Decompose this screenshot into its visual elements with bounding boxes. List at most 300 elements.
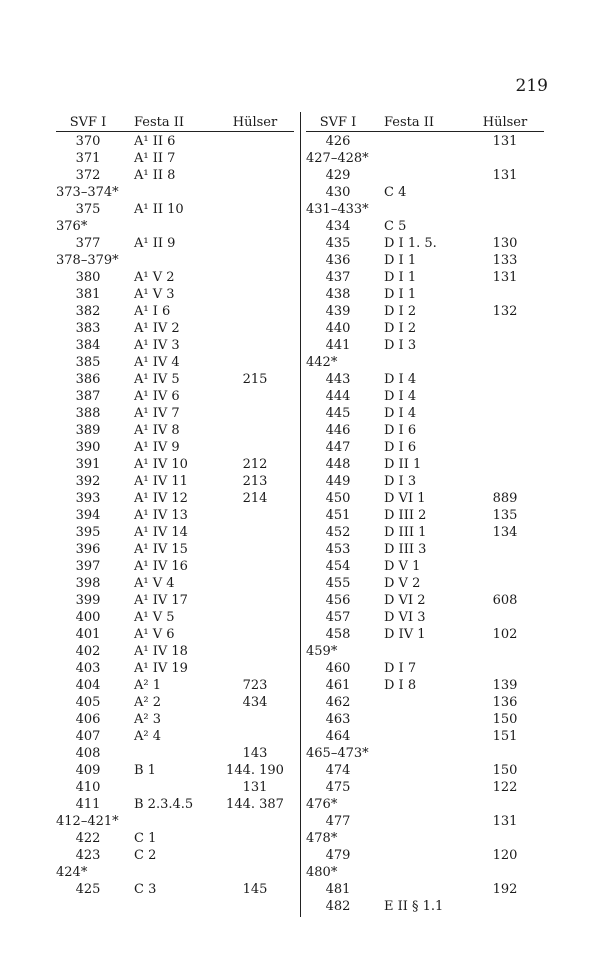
cell-hulser: [216, 422, 294, 439]
cell-hulser: [466, 286, 544, 303]
cell-svf: 411: [75, 797, 101, 812]
cell-hulser: 151: [492, 729, 518, 744]
cell-festa: A¹ IV 7: [134, 406, 180, 421]
table-row: [56, 813, 294, 830]
cell-hulser: [466, 354, 544, 371]
cell-hulser: [466, 660, 544, 677]
cell-hulser: [216, 575, 294, 592]
cell-svf: 444: [325, 389, 351, 404]
table-row: [306, 524, 544, 541]
cell-festa: A¹ IV 19: [134, 661, 188, 676]
cell-festa: D I 1: [384, 253, 417, 268]
cell-hulser: [466, 184, 544, 201]
table-row: [306, 609, 544, 626]
cell-hulser: [466, 150, 544, 167]
cell-svf: 378–379*: [56, 253, 119, 268]
cell-festa: A² 1: [134, 678, 162, 693]
cell-festa: [370, 201, 466, 218]
cell-svf: 435: [325, 236, 351, 251]
cell-svf: 422: [75, 831, 101, 846]
cell-svf: 479: [325, 848, 351, 863]
table-row: [306, 320, 544, 337]
table-row: [306, 677, 544, 694]
table-row: [306, 558, 544, 575]
table-row: [56, 881, 294, 898]
cell-hulser: [216, 609, 294, 626]
cell-festa: D I 1. 5.: [384, 236, 437, 251]
cell-svf: 394: [75, 508, 101, 523]
cell-svf: 463: [325, 712, 351, 727]
cell-festa: [120, 813, 216, 830]
cell-hulser: 102: [492, 627, 518, 642]
cell-festa: [370, 150, 466, 167]
cell-festa: [370, 779, 466, 796]
cell-hulser: 214: [242, 491, 268, 506]
cell-svf: 448: [325, 457, 351, 472]
table-row: [306, 728, 544, 745]
table-row: [56, 405, 294, 422]
table-row: [56, 354, 294, 371]
cell-hulser: [216, 405, 294, 422]
cell-festa: D III 3: [384, 542, 427, 557]
cell-svf: 458: [325, 627, 351, 642]
cell-svf: 482: [325, 899, 351, 914]
cell-svf: 393: [75, 491, 101, 506]
cell-festa: [120, 218, 216, 235]
cell-hulser: [216, 558, 294, 575]
cell-hulser: [216, 286, 294, 303]
cell-hulser: 145: [242, 882, 268, 897]
cell-svf: 376*: [56, 219, 88, 234]
table-row: [306, 473, 544, 490]
cell-festa: A¹ V 2: [134, 270, 175, 285]
cell-hulser: 132: [492, 304, 518, 319]
table-body-left: [56, 133, 294, 898]
cell-festa: [370, 796, 466, 813]
table-row: [306, 439, 544, 456]
cell-festa: D VI 3: [384, 610, 426, 625]
cell-hulser: [466, 456, 544, 473]
table-row: [56, 337, 294, 354]
table-row: [56, 762, 294, 779]
cell-festa: A¹ V 5: [134, 610, 175, 625]
cell-festa: [370, 167, 466, 184]
table-row: [306, 286, 544, 303]
table-row: [306, 490, 544, 507]
cell-festa: B 2.3.4.5: [134, 797, 194, 812]
cell-hulser: [216, 218, 294, 235]
header-hulser: Hülser: [482, 115, 528, 130]
cell-svf: 427–428*: [306, 151, 369, 166]
table-row: [56, 150, 294, 167]
cell-svf: 460: [325, 661, 351, 676]
cell-svf: 434: [325, 219, 351, 234]
cell-hulser: [466, 575, 544, 592]
cell-festa: [370, 881, 466, 898]
cell-hulser: 143: [242, 746, 268, 761]
cell-hulser: [216, 269, 294, 286]
cell-festa: A¹ IV 5: [134, 372, 180, 387]
cell-hulser: [216, 813, 294, 830]
cell-festa: A² 2: [134, 695, 162, 710]
table-row: [56, 541, 294, 558]
cell-hulser: 131: [492, 270, 518, 285]
table-row: [306, 643, 544, 660]
cell-hulser: [466, 439, 544, 456]
cell-svf: 476*: [306, 797, 338, 812]
cell-festa: C 2: [134, 848, 157, 863]
table-row: [306, 575, 544, 592]
cell-hulser: [216, 864, 294, 881]
cell-svf: 430: [325, 185, 351, 200]
cell-svf: 452: [325, 525, 351, 540]
cell-hulser: 135: [492, 508, 518, 523]
cell-festa: D I 3: [384, 474, 417, 489]
cell-svf: 455: [325, 576, 351, 591]
cell-festa: E II § 1.1: [384, 899, 444, 914]
cell-svf: 462: [325, 695, 351, 710]
cell-hulser: [466, 218, 544, 235]
cell-festa: D I 7: [384, 661, 417, 676]
table-row: [306, 745, 544, 762]
cell-svf: 406: [75, 712, 101, 727]
cell-svf: 380: [75, 270, 101, 285]
cell-hulser: [466, 830, 544, 847]
cell-svf: 377: [75, 236, 101, 251]
table-row: [306, 898, 544, 915]
cell-festa: D I 3: [384, 338, 417, 353]
table-row: [56, 167, 294, 184]
cell-hulser: [216, 184, 294, 201]
cell-festa: [370, 354, 466, 371]
cell-svf: 387: [75, 389, 101, 404]
cell-hulser: [216, 524, 294, 541]
cell-hulser: [466, 371, 544, 388]
cell-hulser: [216, 303, 294, 320]
cell-hulser: 136: [492, 695, 518, 710]
cell-hulser: [216, 592, 294, 609]
table-row: [56, 235, 294, 252]
cell-festa: D V 2: [384, 576, 421, 591]
cell-festa: A¹ II 9: [134, 236, 176, 251]
cell-svf: 450: [325, 491, 351, 506]
table-row: [306, 541, 544, 558]
cell-svf: 443: [325, 372, 351, 387]
cell-hulser: [216, 354, 294, 371]
cell-svf: 478*: [306, 831, 338, 846]
cell-svf: 474: [325, 763, 351, 778]
table-row: [56, 728, 294, 745]
cell-festa: A¹ IV 3: [134, 338, 180, 353]
table-row: [306, 507, 544, 524]
cell-festa: A¹ II 7: [134, 151, 176, 166]
header-svf: SVF I: [319, 115, 357, 130]
table-row: [306, 847, 544, 864]
cell-hulser: [216, 150, 294, 167]
cell-svf: 454: [325, 559, 351, 574]
cell-svf: 395: [75, 525, 101, 540]
cell-hulser: [466, 796, 544, 813]
table-row: [306, 354, 544, 371]
cell-hulser: 131: [242, 780, 268, 795]
cell-svf: 461: [325, 678, 351, 693]
table-row: [306, 150, 544, 167]
table-row: [56, 456, 294, 473]
cell-hulser: 131: [492, 814, 518, 829]
table-row: [56, 711, 294, 728]
table-row: [306, 167, 544, 184]
cell-svf: 480*: [306, 865, 338, 880]
cell-festa: [370, 133, 466, 150]
table-row: [306, 252, 544, 269]
cell-hulser: [216, 235, 294, 252]
table-body-right: [306, 133, 544, 915]
cell-svf: 391: [75, 457, 101, 472]
cell-hulser: [216, 728, 294, 745]
cell-svf: 447: [325, 440, 351, 455]
table-row: [56, 269, 294, 286]
table-row: [56, 558, 294, 575]
cell-hulser: [216, 830, 294, 847]
cell-hulser: [216, 626, 294, 643]
cell-hulser: [216, 252, 294, 269]
cell-hulser: [216, 643, 294, 660]
cell-festa: [370, 813, 466, 830]
cell-festa: [370, 711, 466, 728]
cell-festa: D I 6: [384, 423, 417, 438]
cell-festa: A² 3: [134, 712, 162, 727]
cell-svf: 390: [75, 440, 101, 455]
cell-festa: A¹ IV 10: [134, 457, 188, 472]
cell-festa: A¹ IV 11: [134, 474, 188, 489]
cell-festa: D I 1: [384, 270, 417, 285]
cell-svf: 439: [325, 304, 351, 319]
table-row: [306, 779, 544, 796]
table-row: [306, 626, 544, 643]
table-row: [306, 235, 544, 252]
cell-hulser: 213: [242, 474, 268, 489]
cell-svf: 398: [75, 576, 101, 591]
table-row: [56, 439, 294, 456]
cell-festa: [120, 184, 216, 201]
cell-hulser: [466, 388, 544, 405]
cell-festa: [370, 728, 466, 745]
column-divider: [300, 112, 301, 917]
table-row: [306, 218, 544, 235]
cell-festa: [120, 252, 216, 269]
cell-festa: A¹ IV 15: [134, 542, 188, 557]
cell-festa: D I 6: [384, 440, 417, 455]
table-row: [56, 745, 294, 762]
table-row: [56, 473, 294, 490]
cell-festa: [120, 864, 216, 881]
cell-svf: 409: [75, 763, 101, 778]
cell-svf: 429: [325, 168, 351, 183]
table-row: [56, 643, 294, 660]
table-row: [56, 864, 294, 881]
cell-hulser: [216, 388, 294, 405]
table-row: [306, 337, 544, 354]
cell-hulser: 139: [492, 678, 518, 693]
cell-festa: D II 1: [384, 457, 422, 472]
cell-svf: 436: [325, 253, 351, 268]
cell-svf: 477: [325, 814, 351, 829]
cell-svf: 407: [75, 729, 101, 744]
cell-svf: 423: [75, 848, 101, 863]
cell-svf: 375: [75, 202, 101, 217]
table-row: [56, 677, 294, 694]
table-row: [306, 660, 544, 677]
table-row: [306, 201, 544, 218]
header-hulser: Hülser: [232, 115, 278, 130]
cell-svf: 456: [325, 593, 351, 608]
cell-festa: A¹ II 10: [134, 202, 184, 217]
cell-festa: D III 2: [384, 508, 427, 523]
table-row: [56, 796, 294, 813]
cell-svf: 381: [75, 287, 101, 302]
cell-svf: 396: [75, 542, 101, 557]
page-number: 219: [515, 76, 548, 96]
cell-hulser: 133: [492, 253, 518, 268]
cell-hulser: 131: [492, 168, 518, 183]
cell-svf: 389: [75, 423, 101, 438]
cell-festa: A¹ IV 18: [134, 644, 188, 659]
table-row: [56, 133, 294, 150]
table-row: [56, 524, 294, 541]
cell-hulser: [216, 507, 294, 524]
cell-hulser: [466, 320, 544, 337]
cell-svf: 397: [75, 559, 101, 574]
cell-hulser: 192: [492, 882, 518, 897]
cell-hulser: 150: [492, 712, 518, 727]
table-row: [56, 609, 294, 626]
cell-festa: A² 4: [134, 729, 162, 744]
table-row: [56, 303, 294, 320]
cell-svf: 392: [75, 474, 101, 489]
table-row: [56, 201, 294, 218]
cell-svf: 451: [325, 508, 351, 523]
cell-hulser: [466, 864, 544, 881]
header-festa: Festa II: [384, 115, 435, 130]
table-row: [306, 184, 544, 201]
cell-hulser: [216, 439, 294, 456]
cell-svf: 400: [75, 610, 101, 625]
cell-festa: D I 8: [384, 678, 417, 693]
cell-svf: 401: [75, 627, 101, 642]
cell-festa: B 1: [134, 763, 156, 778]
table-header: [306, 114, 544, 132]
cell-hulser: [466, 422, 544, 439]
cell-svf: 426: [325, 134, 351, 149]
cell-svf: 464: [325, 729, 351, 744]
cell-festa: A¹ IV 14: [134, 525, 188, 540]
table-row: [306, 422, 544, 439]
cell-festa: [370, 762, 466, 779]
cell-hulser: [466, 201, 544, 218]
cell-svf: 372: [75, 168, 101, 183]
cell-festa: C 1: [134, 831, 157, 846]
cell-festa: A¹ IV 16: [134, 559, 188, 574]
cell-festa: D VI 2: [384, 593, 426, 608]
cell-hulser: 130: [492, 236, 518, 251]
cell-svf: 404: [75, 678, 101, 693]
cell-festa: [120, 745, 216, 762]
concordance-column-right: [306, 114, 544, 915]
cell-svf: 402: [75, 644, 101, 659]
cell-hulser: 131: [492, 134, 518, 149]
cell-hulser: 144. 387: [226, 797, 284, 812]
cell-hulser: 608: [492, 593, 518, 608]
table-row: [56, 490, 294, 507]
cell-festa: D I 4: [384, 389, 417, 404]
cell-hulser: 889: [492, 491, 518, 506]
cell-svf: 445: [325, 406, 351, 421]
table-row: [306, 694, 544, 711]
cell-festa: [120, 779, 216, 796]
cell-hulser: [466, 541, 544, 558]
cell-svf: 403: [75, 661, 101, 676]
cell-hulser: 122: [492, 780, 518, 795]
cell-festa: A¹ V 4: [134, 576, 175, 591]
cell-hulser: 120: [492, 848, 518, 863]
cell-hulser: [466, 405, 544, 422]
cell-svf: 383: [75, 321, 101, 336]
cell-hulser: [216, 660, 294, 677]
cell-festa: A¹ IV 13: [134, 508, 188, 523]
cell-hulser: [466, 473, 544, 490]
cell-svf: 371: [75, 151, 101, 166]
cell-svf: 425: [75, 882, 101, 897]
cell-festa: [370, 745, 466, 762]
cell-hulser: [216, 201, 294, 218]
cell-svf: 399: [75, 593, 101, 608]
cell-svf: 424*: [56, 865, 88, 880]
cell-hulser: [466, 558, 544, 575]
table-row: [56, 422, 294, 439]
cell-svf: 440: [325, 321, 351, 336]
table-row: [306, 456, 544, 473]
cell-hulser: [216, 541, 294, 558]
table-row: [56, 507, 294, 524]
cell-hulser: 434: [242, 695, 268, 710]
cell-svf: 481: [325, 882, 351, 897]
table-row: [56, 694, 294, 711]
table-row: [56, 371, 294, 388]
table-row: [306, 881, 544, 898]
cell-festa: A¹ IV 12: [134, 491, 188, 506]
cell-svf: 438: [325, 287, 351, 302]
table-row: [306, 269, 544, 286]
table-row: [306, 796, 544, 813]
cell-festa: A¹ IV 8: [134, 423, 180, 438]
cell-hulser: 215: [242, 372, 268, 387]
cell-festa: C 4: [384, 185, 407, 200]
cell-svf: 465–473*: [306, 746, 369, 761]
header-festa: Festa II: [134, 115, 185, 130]
table-row: [56, 184, 294, 201]
cell-svf: 384: [75, 338, 101, 353]
table-row: [306, 762, 544, 779]
concordance-column-left: [56, 114, 294, 898]
table-row: [56, 830, 294, 847]
table-row: [56, 320, 294, 337]
cell-festa: A¹ IV 17: [134, 593, 188, 608]
cell-svf: 370: [75, 134, 101, 149]
cell-festa: [370, 643, 466, 660]
table-row: [306, 133, 544, 150]
cell-svf: 408: [75, 746, 101, 761]
table-row: [56, 660, 294, 677]
